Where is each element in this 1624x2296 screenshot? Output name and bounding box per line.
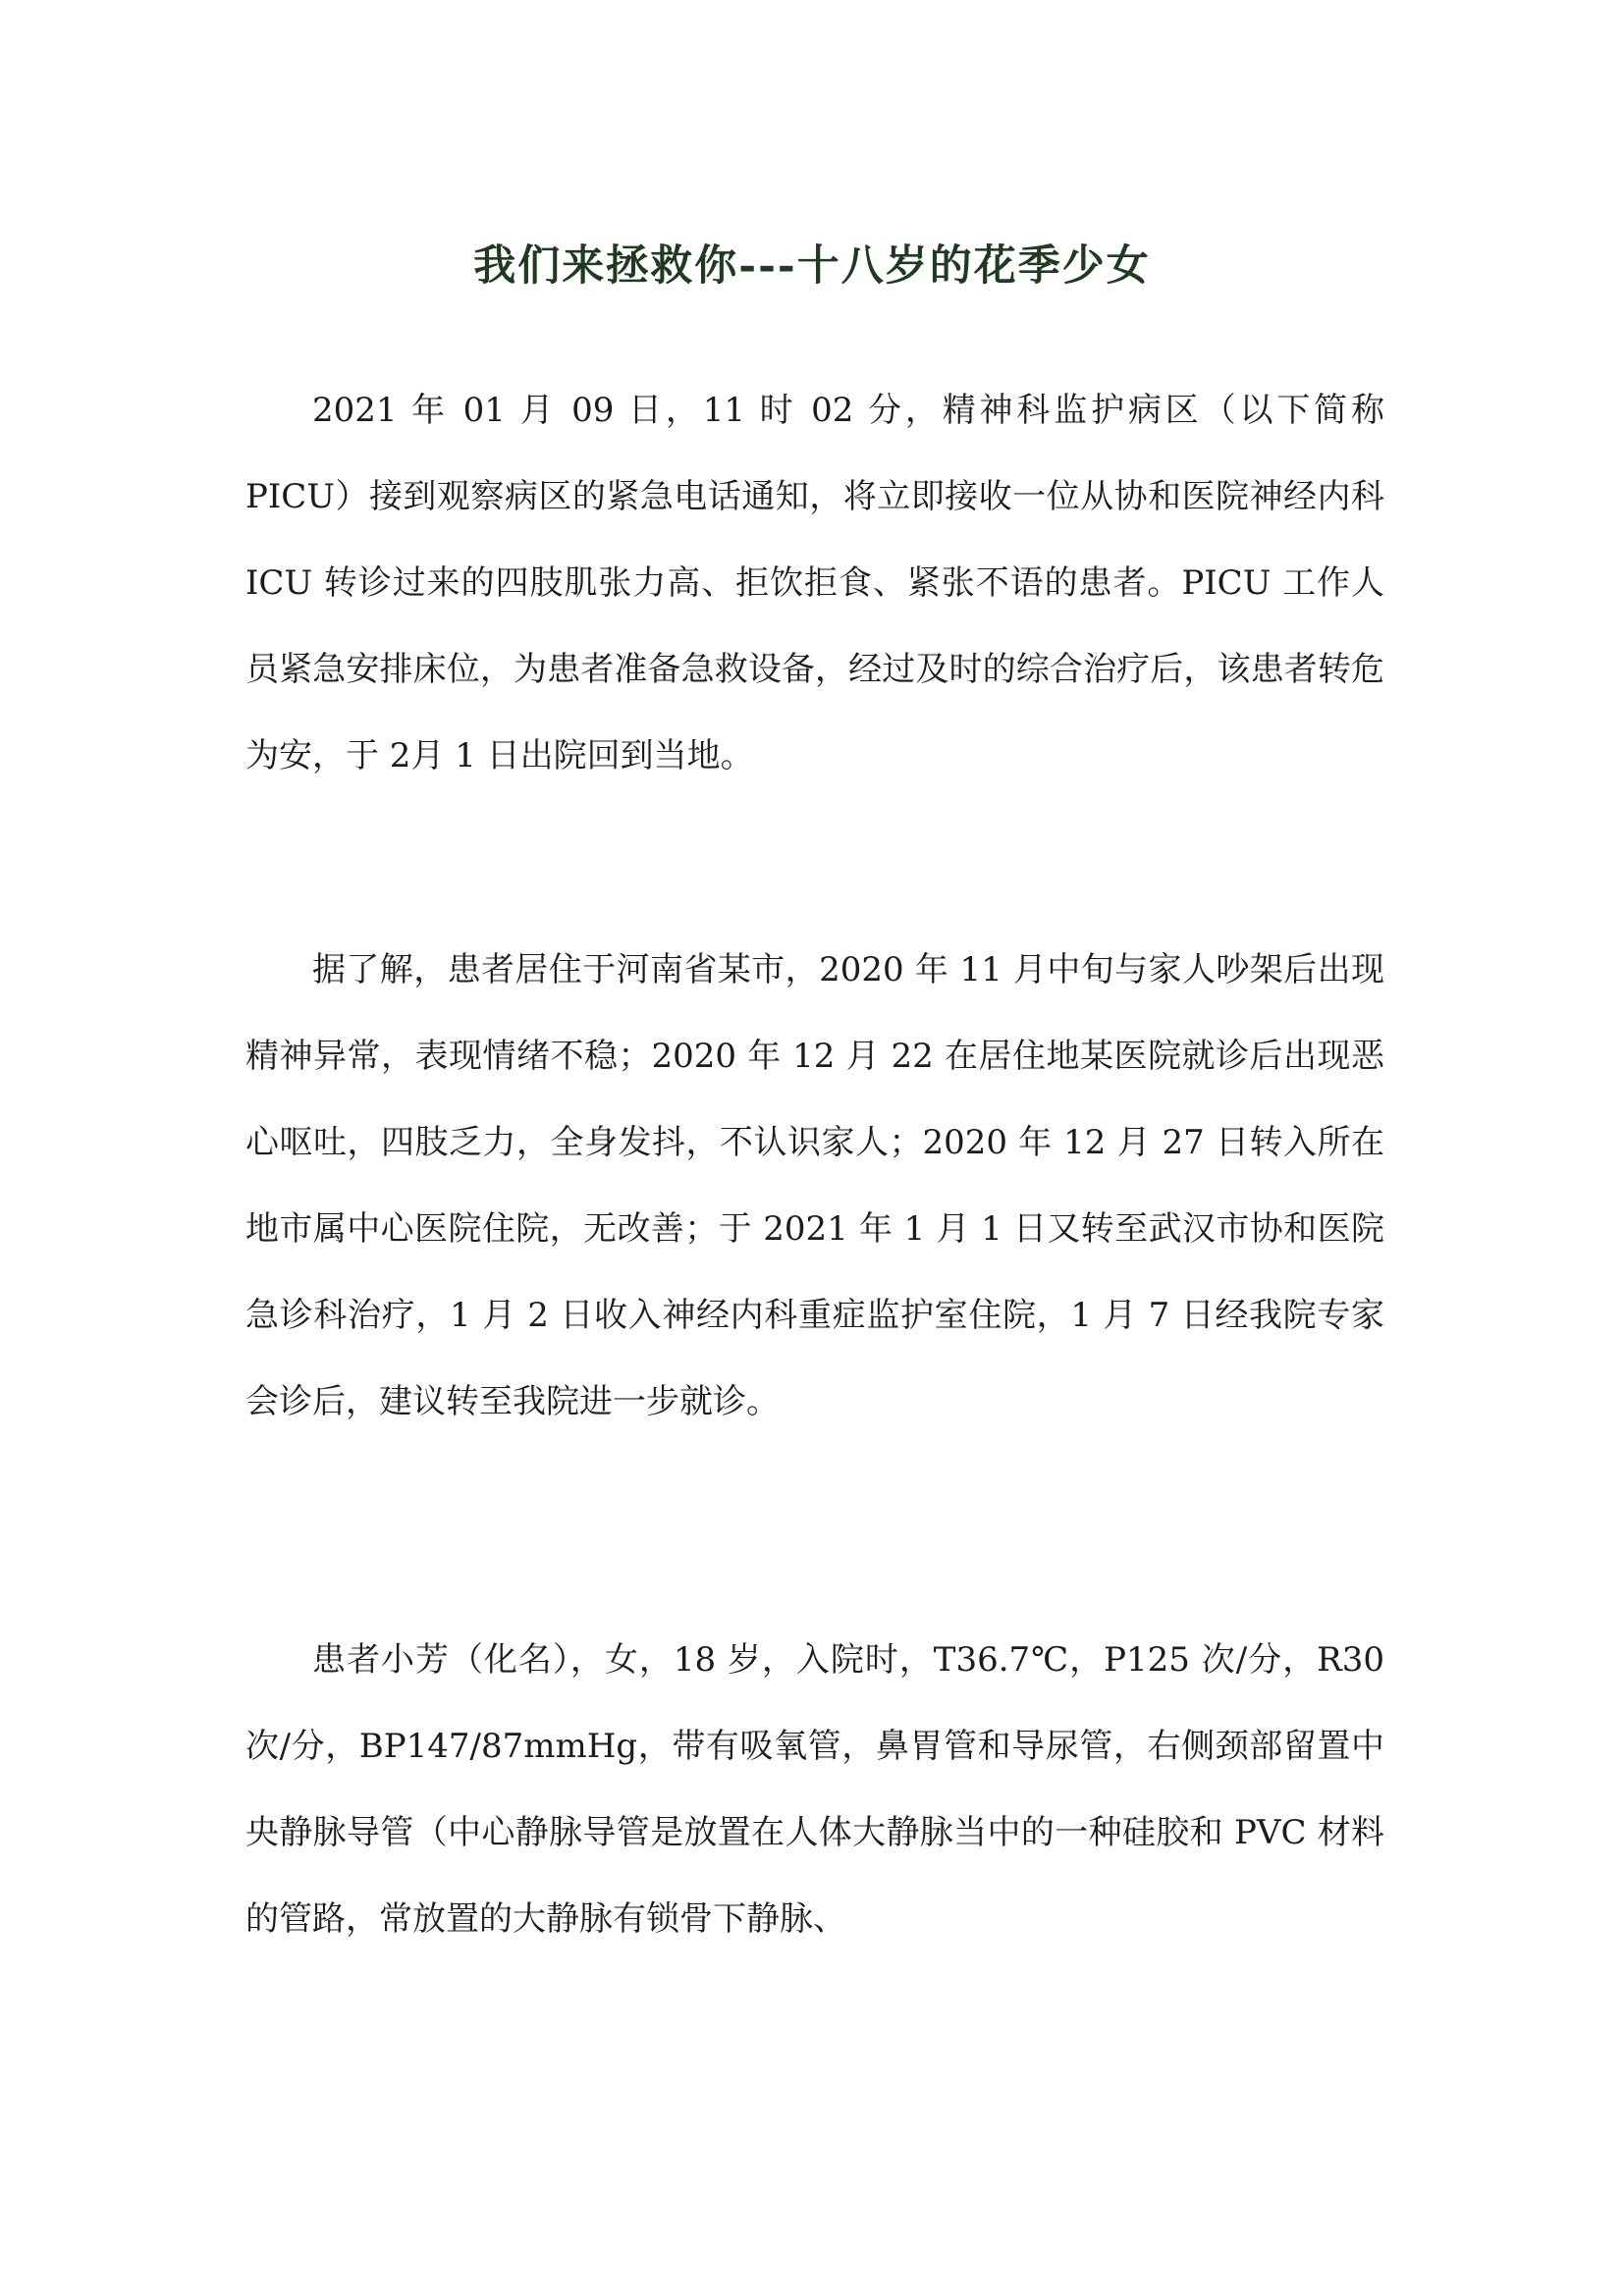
paragraph-history: 据了解，患者居住于河南省某市，2020 年 11 月中旬与家人吵架后出现精神异常，表现情绪不稳；2020 年 12 月 22 在居住地某医院就诊后出现恶心呕吐，四肢乏力，全身发抖，不认识家人；2020 年 12 月 27 日转入所在地市属中心医院住院，无改善；于 2021 年 1 月 1 日又转至武汉市协和医院急诊科治疗，1 月 2 日收入神经内科重症监护室住院，1 月 7 日经我院专家会诊后，建议转至我院进一步就诊。 <box>245 950 1384 1421</box>
paragraph-patient-condition: 患者小芳（化名），女，18 岁，入院时，T36.7℃，P125 次/分，R30 次/分，BP147/87mmHg，带有吸氧管，鼻胃管和导尿管，右侧颈部留置中央静脉导管（中心静脉导管是放置在人体大静脉当中的一种硅胶和 PVC 材料的管路，常放置的大静脉有锁骨下静脉、 <box>245 1640 1384 1939</box>
paragraph-admission: 2021 年 01 月 09 日，11 时 02 分，精神科监护病区（以下简称 PICU）接到观察病区的紧急电话通知，将立即接收一位从协和医院神经内科 ICU 转诊过来的四肢肌张力高、拒饮拒食、紧张不语的患者。PICU 工作人员紧急安排床位，为患者准备急救设备，经过及时的综合治疗后，该患者转危为安，于 2月 1 日出院回到当地。 <box>245 391 1384 775</box>
document-title: 我们来拯救你---十八岁的花季少女 <box>473 240 1151 291</box>
